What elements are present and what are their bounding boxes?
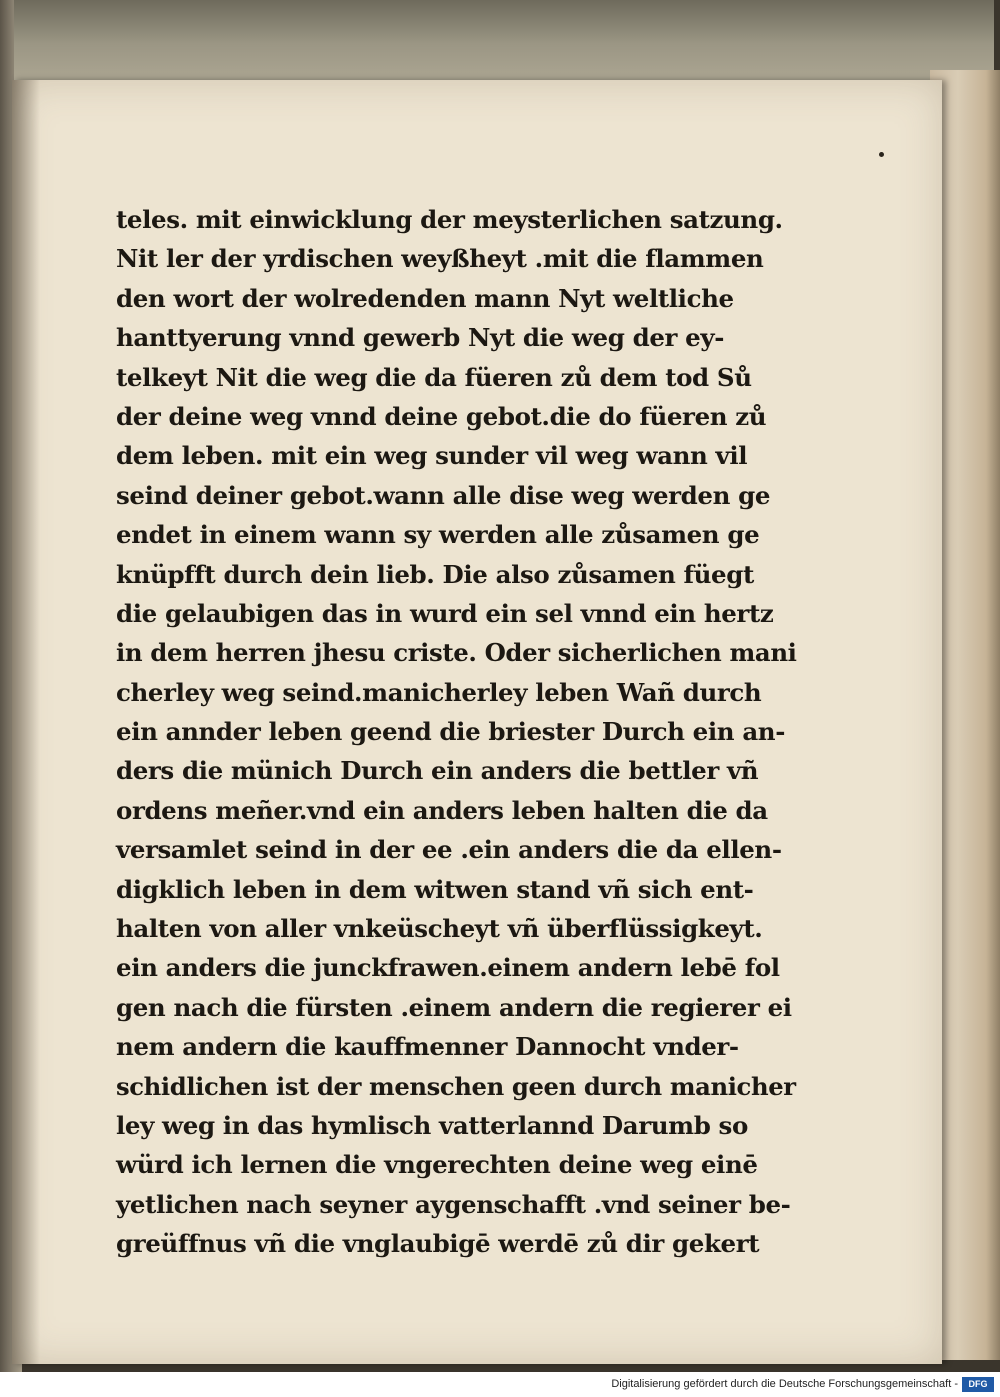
text-line: greüffnus vñ die vnglaubigē werdē zů dir gekert [116, 1229, 760, 1259]
text-line: Nit ler der yrdischen weyßheyt .mit die flammen [116, 244, 764, 274]
dfg-logo: DFG [962, 1377, 994, 1392]
funding-credit: Digitalisierung gefördert durch die Deutsche Forschungsgemeinschaft - [611, 1378, 958, 1390]
text-line: ein anders die junckfrawen.einem andern lebē fol [116, 953, 780, 983]
text-line: ders die münich Durch ein anders die bettler vñ [116, 756, 759, 786]
text-line: der deine weg vnnd deine gebot.die do füeren zů [116, 401, 767, 431]
text-line: gen nach die fürsten .einem andern die regierer ei [116, 992, 792, 1022]
text-line: hanttyerung vnnd gewerb Nyt die weg der ey- [116, 323, 724, 353]
text-line: dem leben. mit ein weg sunder vil weg wann vil [116, 441, 748, 471]
text-line: endet in einem wann sy werden alle zůsamen ge [116, 520, 760, 550]
text-line: nem andern die kauffmenner Dannocht vnder- [116, 1032, 739, 1062]
book-page [12, 80, 942, 1364]
text-line: teles. mit einwicklung der meysterlichen satzung. [116, 205, 783, 234]
text-line: seind deiner gebot.wann alle dise weg werden ge [116, 480, 771, 510]
text-line: cherley weg seind.manicherley leben Wañ durch [116, 677, 762, 707]
gutter-shadow [12, 80, 40, 1364]
text-line: den wort der wolredenden mann Nyt weltliche [116, 283, 734, 313]
text-line: ein annder leben geend die briester Durch ein an- [116, 717, 785, 747]
text-line: knüpfft durch dein lieb. Die also zůsamen füegt [116, 559, 754, 589]
text-line: ley weg in das hymlisch vatterlannd Darumb so [116, 1110, 748, 1140]
text-line: würd ich lernen die vngerechten deine weg einē [116, 1150, 758, 1180]
text-line: yetlichen nach seyner aygenschafft .vnd seiner be- [116, 1189, 791, 1219]
text-line: telkeyt Nit die weg die da füeren zů dem tod Sů [116, 362, 752, 392]
text-line: ordens meñer.vnd ein anders leben halten die da [116, 795, 768, 825]
text-line: schidlichen ist der menschen geen durch manicher [116, 1071, 796, 1101]
footer-bar [0, 1372, 1000, 1397]
text-line: digklich leben in dem witwen stand vñ sich ent- [116, 874, 754, 904]
text-block [116, 200, 796, 1264]
text-line: die gelaubigen das in wurd ein sel vnnd ein hertz [116, 598, 774, 628]
text-line: in dem herren jhesu criste. Oder sicherlichen mani [116, 638, 797, 668]
text-line: versamlet seind in der ee .ein anders die da ellen- [116, 835, 782, 865]
ink-spot [879, 152, 884, 157]
text-line: halten von aller vnkeüscheyt vñ überflüssigkeyt. [116, 914, 763, 944]
